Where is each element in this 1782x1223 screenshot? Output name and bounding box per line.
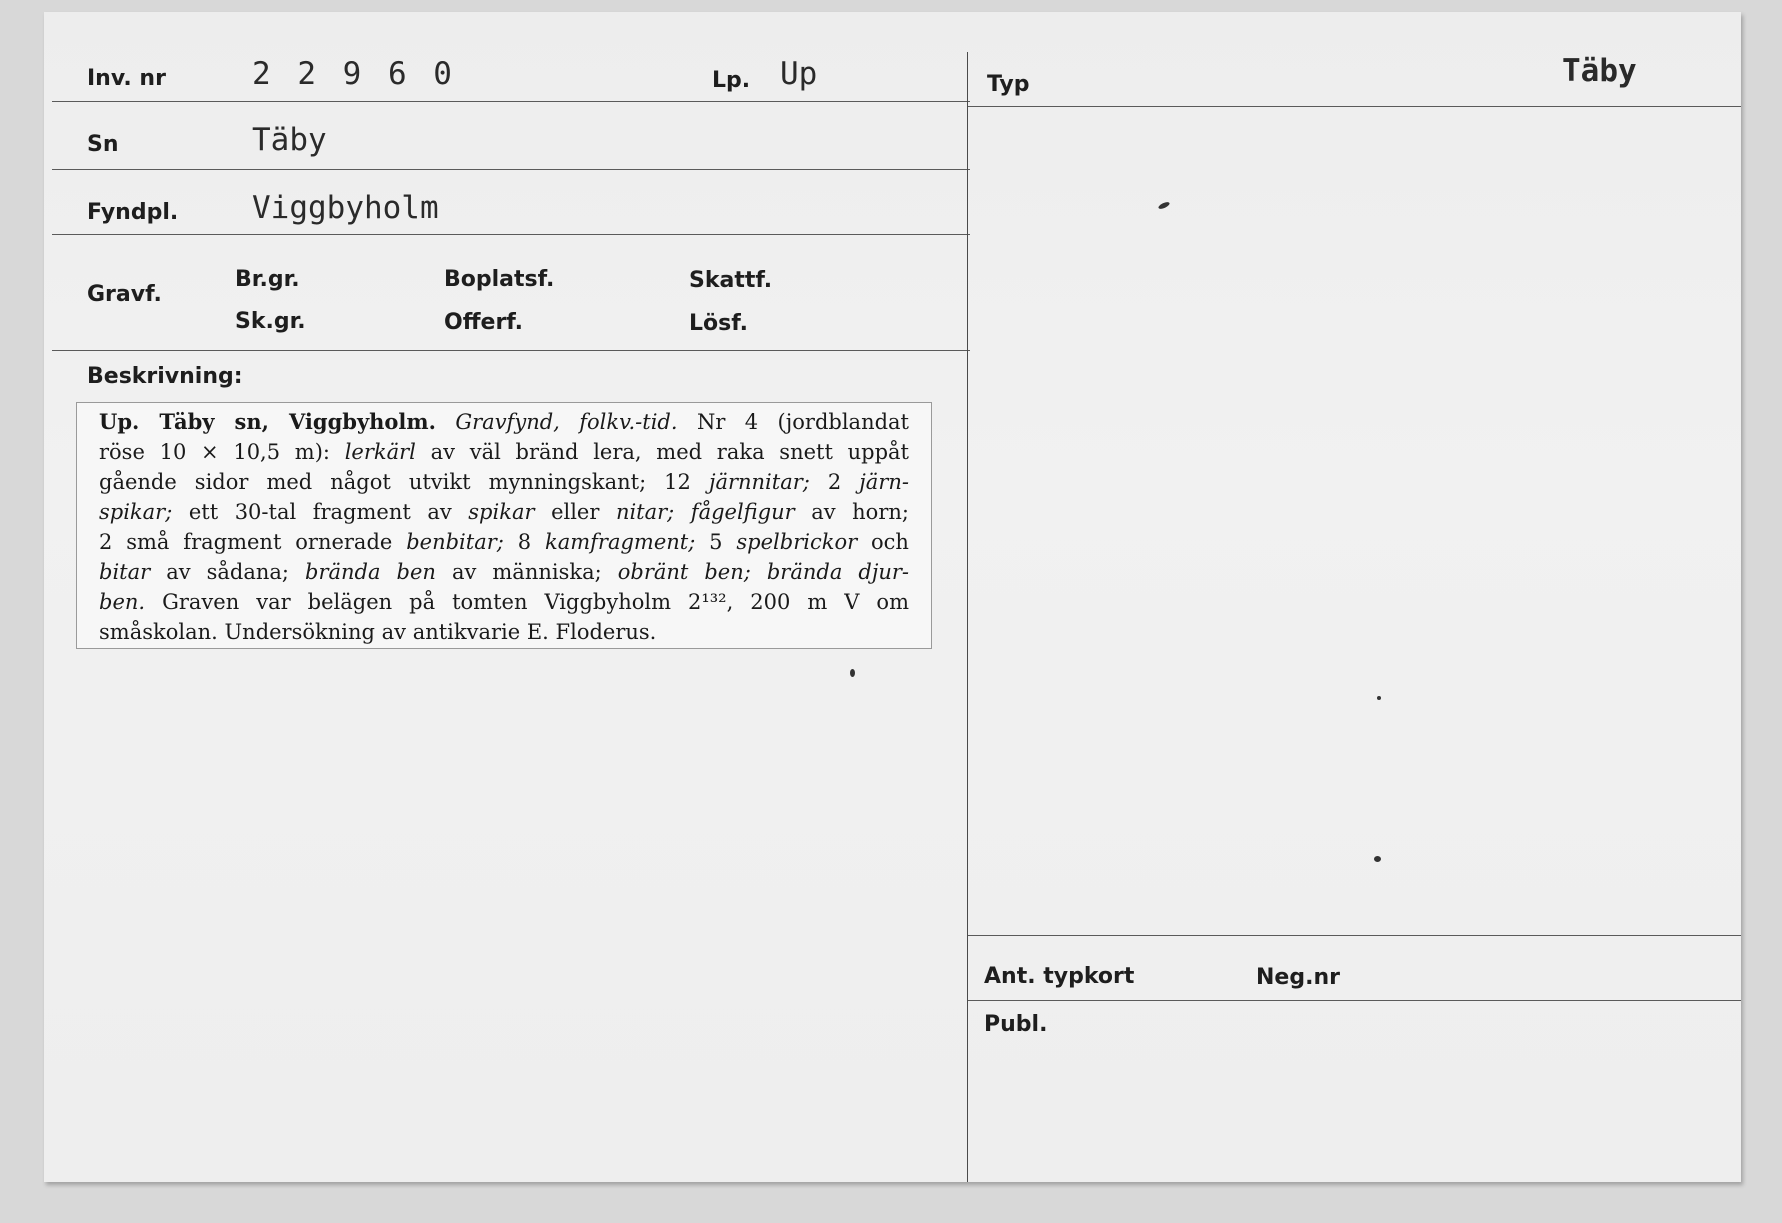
negnr-label: Neg.nr xyxy=(1256,965,1340,990)
description-slip xyxy=(76,402,932,649)
boplatsf-label: Boplatsf. xyxy=(444,267,555,292)
losf-label: Lösf. xyxy=(689,311,748,336)
offerf-label: Offerf. xyxy=(444,310,524,335)
speck xyxy=(1374,856,1381,862)
divider-publ-top xyxy=(968,1000,1741,1001)
description-line: röse 10 × 10,5 m): lerkärl av väl bränd lera, med raka snett uppåt xyxy=(99,440,909,464)
typ-value: Täby xyxy=(1562,53,1637,89)
lp-value: Up xyxy=(780,56,818,92)
divider-fyndpl xyxy=(52,234,970,235)
sn-value: Täby xyxy=(252,122,327,158)
skattf-label: Skattf. xyxy=(689,268,773,293)
gravf-label: Gravf. xyxy=(87,282,162,307)
lp-label: Lp. xyxy=(712,68,751,93)
divider-inv xyxy=(52,101,970,102)
ant-typkort-label: Ant. typkort xyxy=(984,964,1135,989)
description-text xyxy=(99,407,909,647)
description-line: spikar; ett 30-tal fragment av spikar eller nitar; fågelfigur av horn; xyxy=(99,500,909,524)
inv-nr-value: 2 2 9 6 0 xyxy=(252,56,456,92)
description-line: småskolan. Undersökning av antikvarie E. Floderus. xyxy=(99,620,657,644)
divider-typ xyxy=(968,106,1741,107)
description-line: 2 små fragment ornerade benbitar; 8 kamfragment; 5 spelbrickor och xyxy=(99,530,909,554)
brgr-label: Br.gr. xyxy=(235,267,300,292)
speck xyxy=(1377,696,1381,700)
description-line: bitar av sådana; brända ben av människa; obränt ben; brända djur- xyxy=(99,560,909,584)
divider-ant-typkort-top xyxy=(968,935,1741,936)
speck xyxy=(1158,201,1171,211)
divider-sn xyxy=(52,169,970,170)
publ-label: Publ. xyxy=(984,1012,1048,1037)
beskrivning-label: Beskrivning: xyxy=(87,364,243,389)
typ-label: Typ xyxy=(987,72,1030,97)
fyndpl-value: Viggbyholm xyxy=(252,190,439,226)
divider-gravf xyxy=(52,350,970,351)
skgr-label: Sk.gr. xyxy=(235,309,306,334)
description-line: gående sidor med något utvikt mynningskant; 12 järnnitar; 2 järn- xyxy=(99,470,909,494)
speck xyxy=(850,669,855,677)
column-divider xyxy=(967,52,968,1182)
description-line: ben. Graven var belägen på tomten Viggbyholm 2¹³², 200 m V om xyxy=(99,590,909,614)
fyndpl-label: Fyndpl. xyxy=(87,200,179,225)
inv-nr-label: Inv. nr xyxy=(87,66,166,91)
description-line: Up. Täby sn, Viggbyholm. Gravfynd, folkv.-tid. Nr 4 (jordblandat xyxy=(99,409,909,434)
sn-label: Sn xyxy=(87,132,119,157)
